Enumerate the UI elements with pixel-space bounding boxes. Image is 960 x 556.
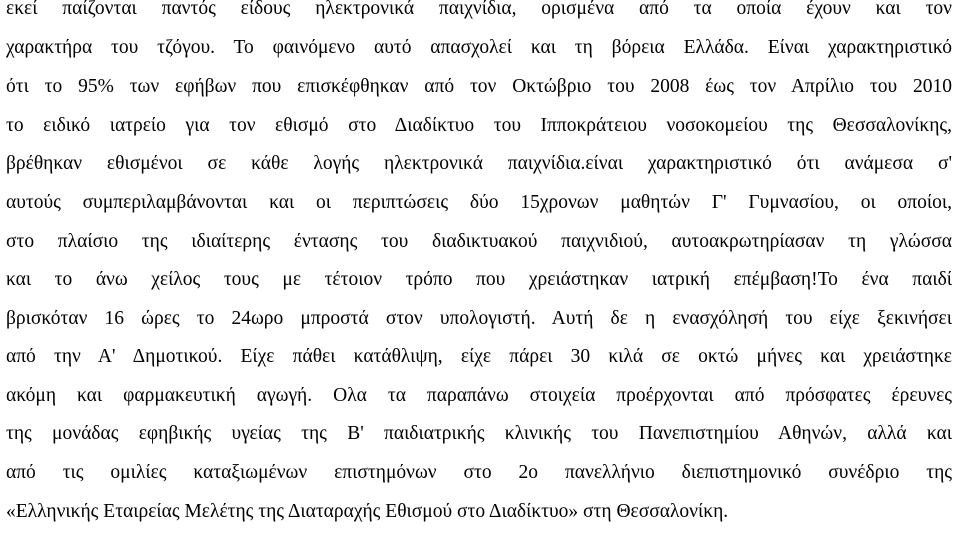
paragraph-line: στο πλαίσιο της ιδιαίτερης έντασης του διαδικτυακού παιχνιδιού, αυτοακρωτηρίασαν τη γλώσσα <box>6 231 952 252</box>
paragraph-line: από τις ομιλίες καταξιωμένων επιστημόνων στο 2ο πανελλήνιο διεπιστημονικό συνέδριο της <box>6 462 952 483</box>
paragraph-line: ακόμη και φαρμακευτική αγωγή. Ολα τα παραπάνω στοιχεία προέρχονται από πρόσφατες έρευνες <box>6 385 952 406</box>
paragraph-line: αυτούς συμπεριλαμβάνονται και οι περιπτώσεις δύο 15χρονων μαθητών Γ' Γυμνασίου, οι οποίοι, <box>6 192 952 213</box>
paragraph-line: χαρακτήρα του τζόγου. Το φαινόμενο αυτό απασχολεί και τη βόρεια Ελλάδα. Είναι χαρακτηριστικό <box>6 37 952 58</box>
paragraph-line: το ειδικό ιατρείο για τον εθισμό στο Διαδίκτυο του Ιπποκράτειου νοσοκομείου της Θεσσαλονίκης, <box>6 115 952 136</box>
paragraph-line: βρισκόταν 16 ώρες το 24ωρο μπροστά στον υπολογιστή. Αυτή δε η ενασχόλησή του είχε ξεκινήσει <box>6 308 952 329</box>
paragraph-line: εκεί παίζονται παντός είδους ηλεκτρονικά παιχνίδια, ορισμένα από τα οποία έχουν και τον <box>6 0 952 19</box>
paragraph-line: ότι το 95% των εφήβων που επισκέφθηκαν από τον Οκτώβριο του 2008 έως τον Απρίλιο του 2010 <box>6 76 952 97</box>
paragraph-line: από την Α' Δημοτικού. Είχε πάθει κατάθλιψη, είχε πάρει 30 κιλά σε οκτώ μήνες και χρειάστηκε <box>6 346 952 367</box>
paragraph-line: βρέθηκαν εθισμένοι σε κάθε λογής ηλεκτρονικά παιχνίδια.είναι χαρακτηριστικό ότι ανάμεσα σ' <box>6 153 952 174</box>
paragraph-line: και το άνω χείλος τους με τέτοιον τρόπο που χρειάστηκαν ιατρική επέμβαση!Το ένα παιδί <box>6 269 952 290</box>
paragraph-line-last: «Ελληνικής Εταιρείας Μελέτης της Διαταραχής Εθισμού στο Διαδίκτυο» στη Θεσσαλονίκη. <box>6 501 729 522</box>
paragraph-line: της μονάδας εφηβικής υγείας της Β' παιδιατρικής κλινικής του Πανεπιστημίου Αθηνών, αλλά και <box>6 423 952 444</box>
